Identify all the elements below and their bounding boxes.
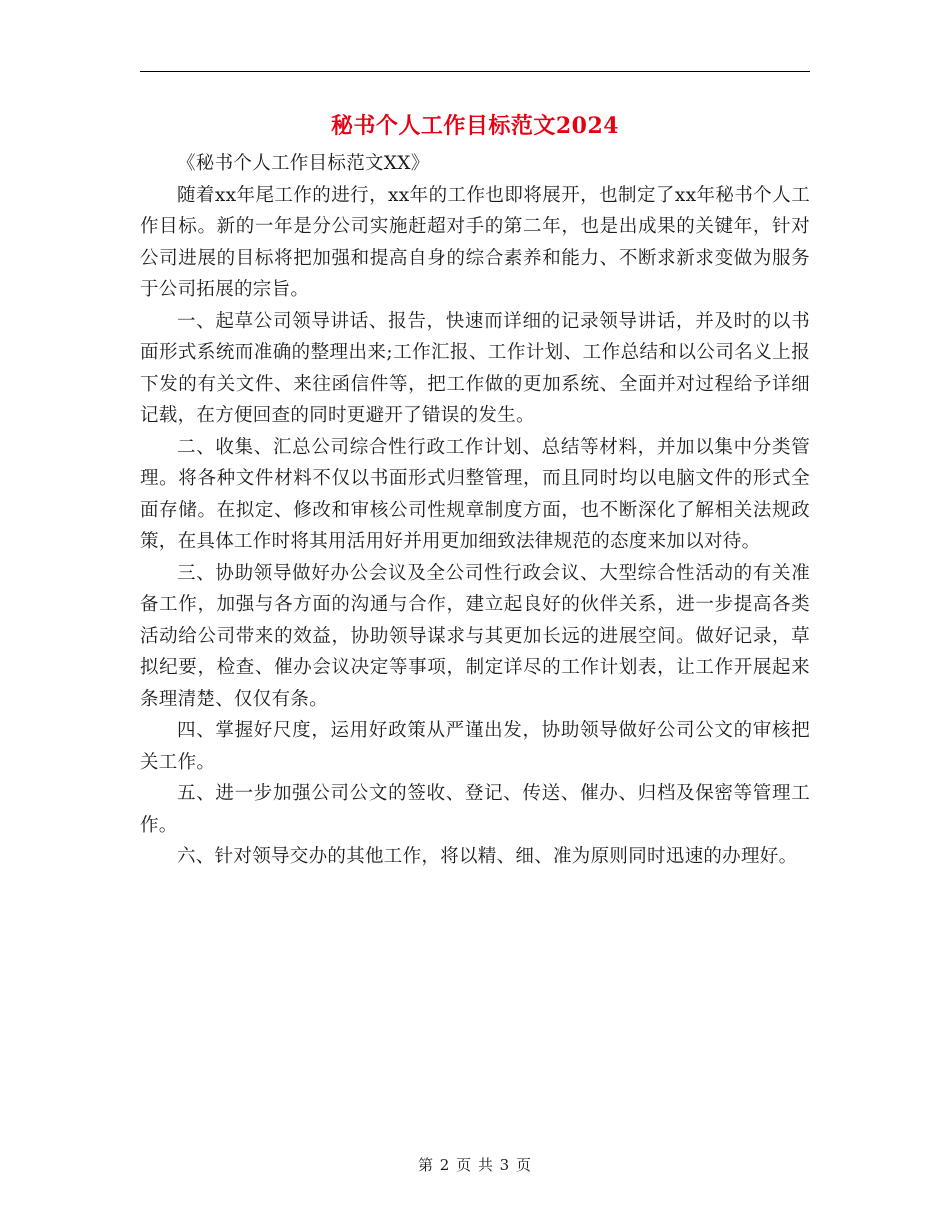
header-rule [140,71,810,72]
paragraph-item-2: 二、收集、汇总公司综合性行政工作计划、总结等材料，并加以集中分类管理。将各种文件材料不仅以书面形式归整管理，而且同时均以电脑文件的形式全面存储。在拟定、修改和审核公司性规章制度方面，也不断深化了解相关法规政策，在具体工作时将其用活用好并用更加细致法律规范的态度来加以对待。 [140,436,810,552]
paragraph-item-4: 四、掌握好尺度，运用好政策从严谨出发，协助领导做好公司公文的审核把关工作。 [140,720,810,773]
paragraph-item-5: 五、进一步加强公司公文的签收、登记、传送、催办、归档及保密等管理工作。 [140,783,810,836]
paragraph-subtitle: 《秘书个人工作目标范文XX》 [177,153,430,174]
paragraph-item-1: 一、起草公司领导讲话、报告，快速而详细的记录领导讲话，并及时的以书面形式系统而准确的整理出来;工作汇报、工作计划、工作总结和以公司名义上报下发的有关文件、来往函信件等，把工作做的更加系统、全面并对过程给予详细记载，在方便回查的同时更避开了错误的发生。 [140,310,810,426]
paragraph-item-3: 三、协助领导做好办公会议及全公司性行政会议、大型综合性活动的有关准备工作，加强与各方面的沟通与合作，建立起良好的伙伴关系，进一步提高各类活动给公司带来的效益，协助领导谋求与其更加长远的进展空间。做好记录，草拟纪要，检查、催办会议决定等事项，制定详尽的工作计划表，让工作开展起来条理清楚、仅仅有条。 [140,562,810,710]
paragraph-item-6: 六、针对领导交办的其他工作，将以精、细、准为原则同时迅速的办理好。 [177,846,798,867]
document-title: 秘书个人工作目标范文2024 [330,113,620,139]
page-number: 第 2 页 共 3 页 [418,1156,532,1174]
paragraph-intro: 随着xx年尾工作的进行，xx年的工作也即将展开，也制定了xx年秘书个人工作目标。新的一年是分公司实施赶超对手的第二年，也是出成果的关键年，针对公司进展的目标将把加强和提高自身的综合素养和能力、不断求新求变做为服务于公司拓展的宗旨。 [140,184,810,300]
document-body [140,148,810,873]
